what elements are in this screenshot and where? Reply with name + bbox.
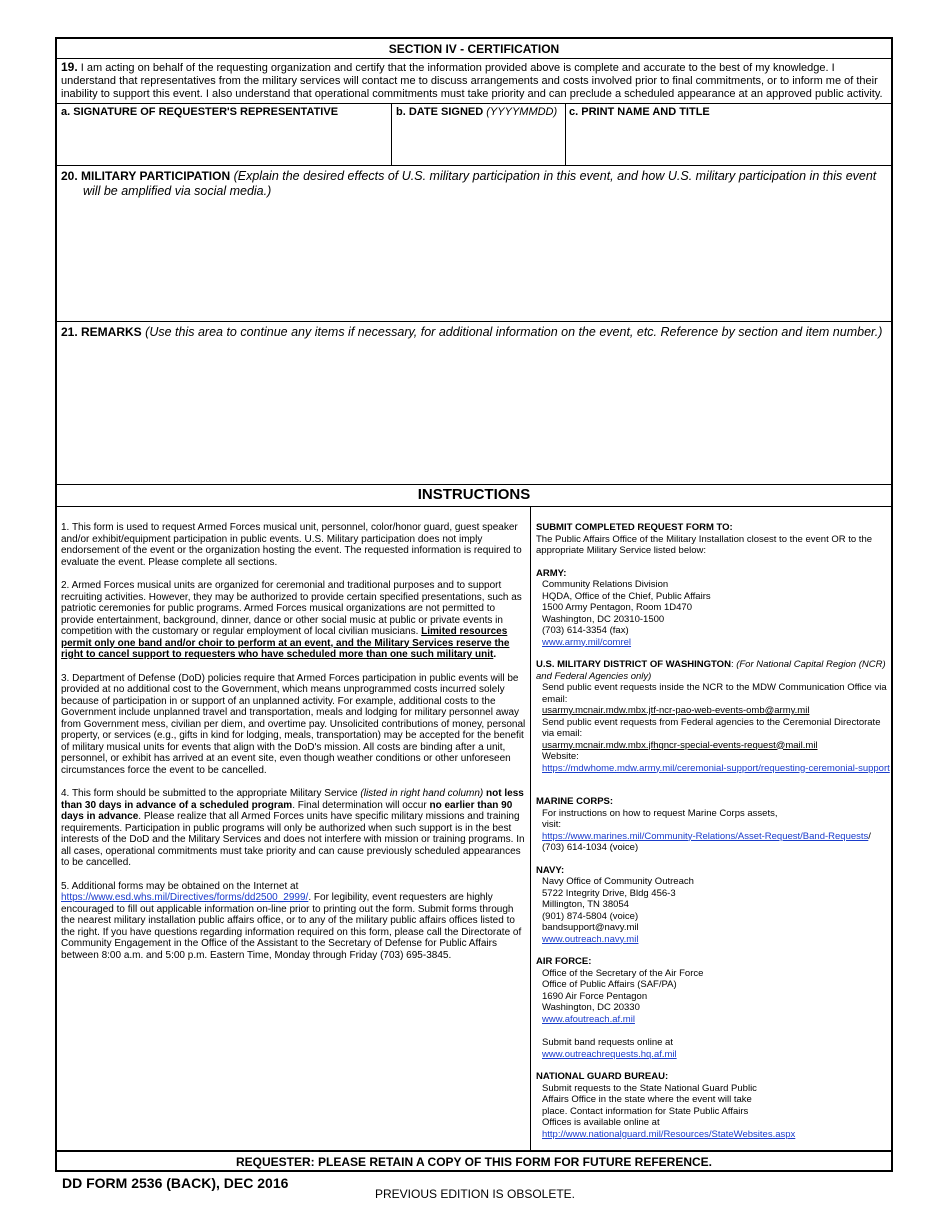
- marine-link[interactable]: https://www.marines.mil/Community-Relations/Asset-Request/Band-Requests: [542, 830, 869, 842]
- ngb-link[interactable]: http://www.nationalguard.mil/Resources/StateWebsites.aspx: [542, 1128, 796, 1140]
- mdw-website-link[interactable]: https://mdwhome.mdw.army.mil/ceremonial-support/requesting-ceremonial-support: [542, 762, 890, 774]
- item20-instruction: (Explain the desired effects of U.S. military participation in this event, and how U.S. military participation in this event will be amplified via social media.): [83, 169, 877, 198]
- mdw-line: Send public event requests inside the NCR to the MDW Communication Office via email:: [542, 682, 887, 705]
- submit-column: [536, 522, 890, 1140]
- forms-link[interactable]: https://www.esd.whs.mil/Directives/forms/dd2500_2999/: [61, 892, 309, 903]
- army-line: 1500 Army Pentagon, Room 1D470: [542, 602, 692, 613]
- marine-link-line: [542, 831, 890, 843]
- marine-heading: MARINE CORPS:: [536, 796, 614, 807]
- divider: [57, 321, 891, 322]
- airforce-line: 1690 Air Force Pentagon: [542, 990, 648, 1002]
- airforce-line: Washington, DC 20330: [542, 1002, 640, 1013]
- instruction-paragraph-1: 1. This form is used to request Armed Forces musical unit, personnel, color/honor guard, guest speaker and/or exhibit/equipment participation in public events. U.S. Military participation does not imply endorsement of the event or the organization hosting the event. The requested information is required to evaluate the event. Please complete all sections.: [61, 522, 522, 568]
- signature-label: a. SIGNATURE OF REQUESTER'S REPRESENTATIVE: [61, 106, 339, 118]
- marine-line: For instructions on how to request Marine Corps assets,: [542, 807, 778, 819]
- airforce-line: Office of Public Affairs (SAF/PA): [542, 979, 677, 990]
- ngb-line: Submit requests to the State National Guard Public: [542, 1082, 757, 1094]
- p4-text-a: 4. This form should be submitted to the appropriate Military Service: [61, 788, 361, 799]
- item19-number: 19.: [61, 60, 78, 74]
- instruction-paragraph-5: [61, 881, 527, 962]
- ngb-contact: [536, 1071, 890, 1140]
- submit-intro-text: The Public Affairs Office of the Military Installation closest to the event OR to the appropriate Military Service listed below:: [536, 533, 873, 556]
- mdw-heading-line: [536, 659, 890, 682]
- divider: [565, 103, 566, 165]
- p4-bold-1: not less than 30 days in advance of a scheduled program: [61, 788, 524, 811]
- navy-line: 5722 Integrity Drive, Bldg 456-3: [542, 887, 676, 899]
- mdw-heading: U.S. MILITARY DISTRICT OF WASHINGTON: [536, 659, 731, 670]
- navy-line: Navy Office of Community Outreach: [542, 876, 694, 887]
- item21-remarks: [61, 325, 889, 340]
- ngb-heading: NATIONAL GUARD BUREAU:: [536, 1071, 669, 1082]
- army-contact: [536, 568, 890, 649]
- item19-text: I am acting on behalf of the requesting organization and certify that the information provided above is complete and accurate to the best of my knowledge. I understand that representatives from the military services will contact me to discuss arrangements and costs involved prior to final commitments, or to inform me of their inability to support this event. I also understand that operational commitments must take priority and can preclude a scheduled appearance at an approved public activity.: [61, 62, 883, 100]
- divider: [57, 165, 891, 166]
- print-name-label: c. PRINT NAME AND TITLE: [569, 106, 710, 118]
- instruction-paragraph-3: 3. Department of Defense (DoD) policies require that Armed Forces participation in public events will be provided at no additional cost to the Government, which means unprogrammed costs incurred solely because of participation in or support of an unplanned activity. For example, additional costs to the Government include unplanned travel and transportation, meals and lodging for military personnel away from Government mess, civilian per diem, and overtime pay. Unsolicited contributions of money, personal property, or services (e.g., gifts in kind for lodging, meals, transportation) may be accepted for the benefit of military musical units for events that align with the DoD's mission. All costs are binding after a unit, personnel, or exhibit has arrived at an event site, even though weather conditions or other unforeseen circumstances force the event to be cancelled.: [61, 672, 526, 776]
- date-format: (YYYYMMDD): [486, 106, 558, 118]
- spacer: [542, 1025, 890, 1037]
- dd-form-2536-back: [55, 37, 893, 1172]
- mdw-website-label: Website:: [542, 751, 579, 762]
- mdw-colon: :: [730, 659, 737, 670]
- instructions-left-column: [61, 522, 527, 973]
- p5-text-b: . For legibility, event requesters are highly encouraged to fill out applicable information on-line prior to printing out the form. Submit forms through the nearest military installation public affairs office, or to any of the military public affairs offices listed to the right. If you have questions regarding information required on this form, please call the Directorate of Community Engagement in the Office of the Assistant to the Secretary of Defense for Public Affairs between 8:00 a.m. and 5:00 p.m. Eastern Time, Monday through Friday (703) 695-3845.: [61, 892, 522, 961]
- marine-lines: [536, 808, 890, 854]
- army-lines: [536, 579, 890, 648]
- mdw-email-2[interactable]: usarmy.mcnair.mdw.mbx.jfhqncr-special-events-request@mail.mil: [542, 739, 818, 751]
- airforce-line: Office of the Secretary of the Air Force: [542, 967, 704, 979]
- divider: [57, 506, 891, 507]
- army-line: (703) 614-3354 (fax): [542, 625, 629, 636]
- date-signed-label: [396, 106, 557, 118]
- obsolete-notice: PREVIOUS EDITION IS OBSOLETE.: [374, 1187, 576, 1201]
- date-signed-field[interactable]: [393, 121, 564, 164]
- airforce-heading: AIR FORCE:: [536, 956, 592, 967]
- mdw-note: (For National Capital Region (NCR) and Federal Agencies only): [536, 659, 886, 682]
- p2-text: 2. Armed Forces musical units are organized for ceremonial and traditional purposes and to support recruiting activities. However, they may be authorized to provide certain specified presentations, such as patriotic ceremonies for public programs. Armed Forces musical organizations are not permitted to provide entertainment, background, dinner, dance or other social music at public or private events in competition with the customary or regular employment of local civilian musicians.: [61, 580, 522, 637]
- item21-field[interactable]: [58, 342, 892, 482]
- navy-contact: [536, 865, 890, 946]
- item20-label: 20. MILITARY PARTICIPATION: [61, 169, 231, 183]
- p4-text-b: . Final determination will occur: [292, 799, 430, 811]
- ngb-line: place. Contact information for State Public Affairs: [542, 1105, 749, 1117]
- navy-lines: [536, 876, 890, 945]
- marine-slash: /: [868, 830, 871, 842]
- army-line: Community Relations Division: [542, 579, 669, 590]
- divider: [57, 1150, 891, 1152]
- navy-heading: NAVY:: [536, 864, 565, 876]
- divider: [57, 484, 891, 485]
- mdw-email-1[interactable]: usarmy.mcnair.mdw.mbx.jtf-ncr-pao-web-events-omb@army.mil: [542, 705, 810, 716]
- p2-period: .: [493, 649, 497, 660]
- item20-military-participation: [61, 169, 889, 199]
- signature-field[interactable]: [58, 121, 390, 164]
- ngb-lines: [536, 1083, 890, 1141]
- p2-bold-underline: Limited resources permit only one band and/or choir to perform at an event, and the Military Services reserve the right to cancel support to requesters who have scheduled more than one such military unit: [61, 626, 510, 660]
- item21-label: 21. REMARKS: [61, 325, 142, 339]
- instruction-paragraph-4: [61, 788, 527, 869]
- navy-link[interactable]: www.outreach.navy.mil: [542, 933, 639, 945]
- item20-field[interactable]: [58, 201, 892, 319]
- divider: [57, 103, 891, 104]
- item19-certification: [61, 61, 889, 101]
- navy-line: Millington, TN 38054: [542, 899, 629, 910]
- marine-phone: (703) 614-1034 (voice): [542, 842, 639, 853]
- ngb-line: Affairs Office in the state where the event will take: [542, 1094, 752, 1105]
- submit-intro: [536, 522, 890, 557]
- mdw-contact: [536, 659, 890, 774]
- army-line: HQDA, Office of the Chief, Public Affairs: [542, 590, 711, 602]
- p4-bold-2: no earlier than 90 days in advance: [61, 799, 513, 822]
- form-id: DD FORM 2536 (BACK), DEC 2016: [62, 1175, 289, 1191]
- section-iv-title: SECTION IV - CERTIFICATION: [388, 42, 560, 56]
- date-signed-text: b. DATE SIGNED: [396, 106, 484, 118]
- airforce-contact: [536, 956, 890, 1060]
- army-line: Washington, DC 20310-1500: [542, 613, 665, 625]
- p4-italic: (listed in right hand column): [360, 788, 484, 799]
- navy-line: (901) 874-5804 (voice): [542, 910, 639, 922]
- retain-notice: REQUESTER: PLEASE RETAIN A COPY OF THIS FORM FOR FUTURE REFERENCE.: [235, 1155, 713, 1169]
- navy-email: bandsupport@navy.mil: [542, 922, 639, 933]
- p4-text-c: . Please realize that all Armed Forces units have specific military missions and training requirements. Participation in public programs will only be authorized when such support is in the best interests of the DoD and the Military Services and does not interfere with mission or training programs. In all cases, operational commitments must take priority and can cause previously scheduled appearances to be cancelled.: [61, 811, 525, 868]
- airforce-lines: [536, 968, 890, 1061]
- print-name-field[interactable]: [567, 121, 891, 164]
- ngb-line: Offices is available online at: [542, 1117, 660, 1128]
- mdw-lines: [536, 682, 890, 774]
- airforce-band-link[interactable]: www.outreachrequests.hq.af.mil: [542, 1048, 677, 1060]
- army-heading: ARMY:: [536, 567, 567, 579]
- mdw-line: Send public event requests from Federal agencies to the Ceremonial Directorate via email:: [542, 716, 881, 739]
- submit-heading: SUBMIT COMPLETED REQUEST FORM TO:: [536, 522, 733, 533]
- instructions-title: INSTRUCTIONS: [417, 486, 531, 503]
- army-link[interactable]: www.army.mil/comrel: [542, 636, 632, 648]
- airforce-link[interactable]: www.afoutreach.af.mil: [542, 1013, 635, 1025]
- item21-instruction: (Use this area to continue any items if necessary, for additional information on the event, etc. Reference by section and item number.): [145, 325, 883, 339]
- instruction-paragraph-2: [61, 580, 527, 661]
- column-divider: [530, 506, 531, 1151]
- p5-text-a: 5. Additional forms may be obtained on the Internet at: [61, 880, 299, 892]
- airforce-band-text: Submit band requests online at: [542, 1037, 673, 1048]
- marine-line: visit:: [542, 819, 561, 830]
- marine-contact: [536, 796, 890, 854]
- divider: [57, 58, 891, 59]
- divider: [391, 103, 392, 165]
